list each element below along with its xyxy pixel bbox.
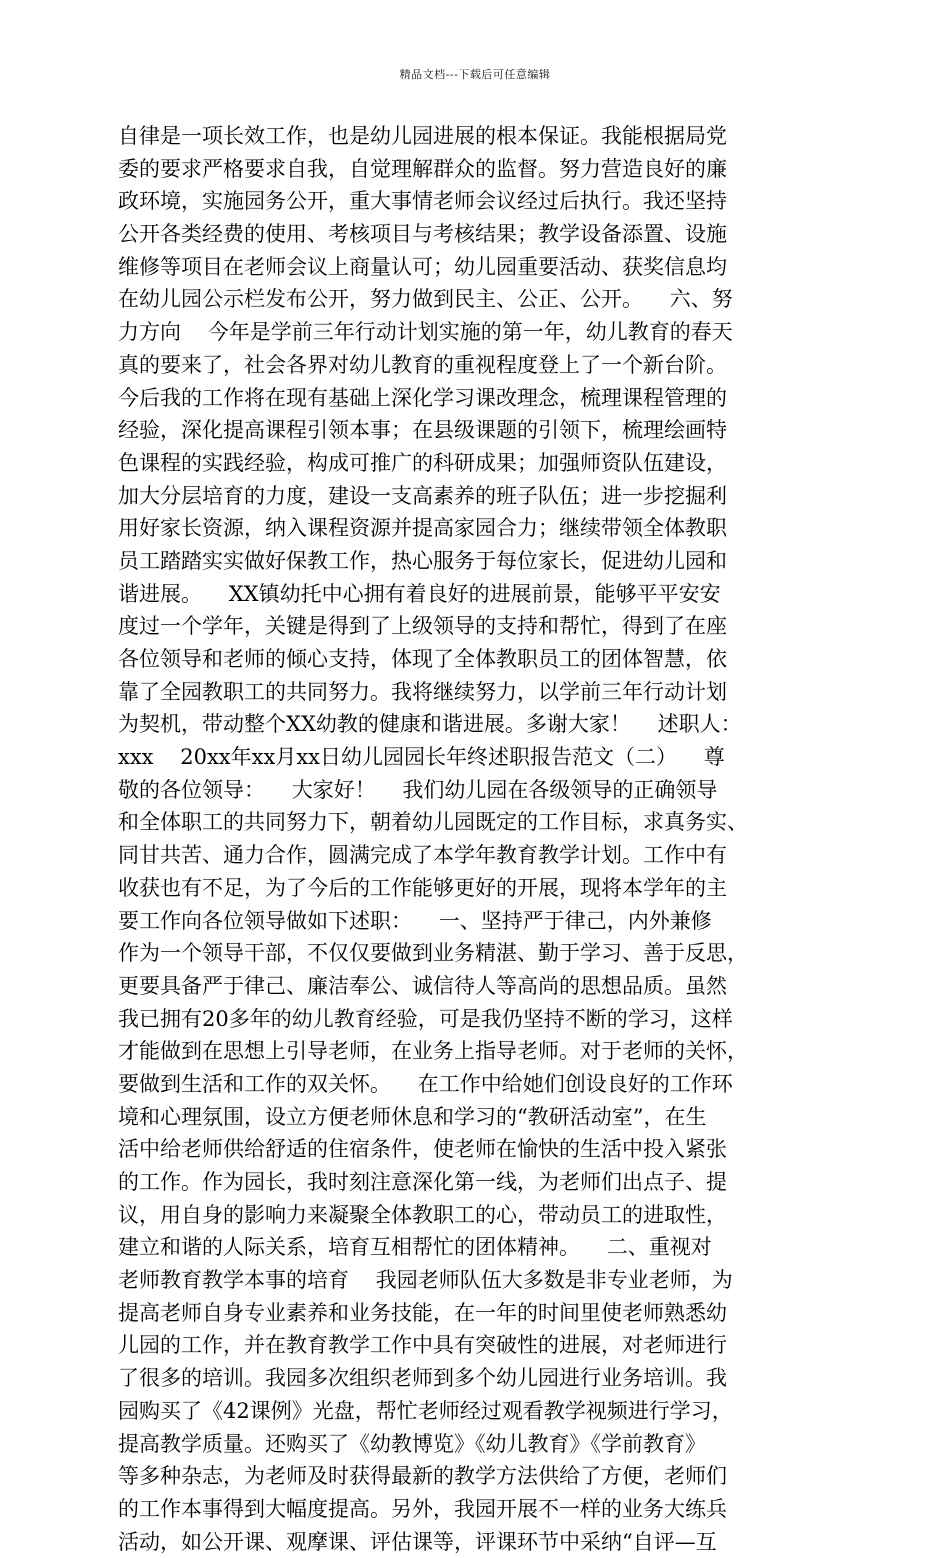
text-line: 才能做到在思想上引导老师，在业务上指导老师。对于老师的关怀， [118, 1039, 748, 1064]
text-line: 委的要求严格要求自我，自觉理解群众的监督。努力营造良好的廉 [118, 156, 727, 181]
text-line: 建立和谐的人际关系，培育互相帮忙的团体精神。 二、重视对 [118, 1235, 712, 1260]
text-line: 活动，如公开课、观摩课、评估课等，评课环节中采纳“自评—互 [118, 1529, 717, 1554]
text-line: 同甘共苦、通力合作，圆满完成了本学年教育教学计划。工作中有 [118, 843, 727, 868]
text-line: 谐进展。 XX镇幼托中心拥有着良好的进展前景，能够平平安安 [118, 581, 721, 606]
text-line: 了很多的培训。我园多次组织老师到多个幼儿园进行业务培训。我 [118, 1366, 727, 1391]
text-line: 靠了全园教职工的共同努力。我将继续努力，以学前三年行动计划 [118, 679, 727, 704]
text-line: 经验，深化提高课程引领本事；在县级课题的引领下，梳理绘画特 [118, 418, 727, 443]
text-line: 今后我的工作将在现有基础上深化学习课改理念，梳理课程管理的 [118, 385, 727, 410]
text-line: 和全体职工的共同努力下，朝着幼儿园既定的工作目标，求真务实、 [118, 810, 748, 835]
text-line: 老师教育教学本事的培育 我园老师队伍大多数是非专业老师，为 [118, 1268, 733, 1293]
text-line: 在幼儿园公示栏发布公开，努力做到民主、公正、公开。 六、努 [118, 287, 733, 312]
text-line: 境和心理氛围，设立方便老师休息和学习的“教研活动室”，在生 [118, 1104, 707, 1129]
text-line: 色课程的实践经验，构成可推广的科研成果；加强师资队伍建设， [118, 450, 727, 475]
text-line: 要做到生活和工作的双关怀。 在工作中给她们创设良好的工作环 [118, 1071, 733, 1096]
text-line: 加大分层培育的力度，建设一支高素养的班子队伍；进一步挖掘利 [118, 483, 727, 508]
text-line: 用好家长资源，纳入课程资源并提高家园合力；继续带领全体教职 [118, 516, 727, 541]
text-line: 提高老师自身专业素养和业务技能，在一年的时间里使老师熟悉幼 [118, 1300, 727, 1325]
text-line: 公开各类经费的使用、考核项目与考核结果；教学设备添置、设施 [118, 222, 727, 247]
text-line: 自律是一项长效工作，也是幼儿园进展的根本保证。我能根据局党 [118, 124, 727, 148]
text-line: 度过一个学年，关键是得到了上级领导的支持和帮忙，得到了在座 [118, 614, 727, 639]
text-line: 要工作向各位领导做如下述职： 一、坚持严于律己，内外兼修 [118, 908, 712, 933]
text-line: 为契机，带动整个XX幼教的健康和谐进展。多谢大家！ 述职人： [118, 712, 742, 737]
text-line: xxx 20xx年xx月xx日幼儿园园长年终述职报告范文（二） 尊 [118, 745, 725, 770]
text-line: 等多种杂志，为老师及时获得最新的教学方法供给了方便，老师们 [118, 1464, 727, 1489]
text-line: 园购买了《42课例》光盘，帮忙老师经过观看教学视频进行学习， [118, 1398, 733, 1423]
text-line: 的工作本事得到大幅度提高。另外，我园开展不一样的业务大练兵 [118, 1496, 727, 1521]
page-header: 精品文档---下载后可任意编辑 [399, 68, 551, 81]
text-line: 维修等项目在老师会议上商量认可；幼儿园重要活动、获奖信息均 [118, 254, 727, 279]
document-body [118, 120, 830, 1558]
text-line: 员工踏踏实实做好保教工作，热心服务于每位家长，促进幼儿园和 [118, 548, 727, 573]
text-line: 的工作。作为园长，我时刻注意深化第一线，为老师们出点子、提 [118, 1170, 727, 1194]
text-line: 收获也有不足，为了今后的工作能够更好的开展，现将本学年的主 [118, 875, 727, 900]
text-line: 力方向 今年是学前三年行动计划实施的第一年，幼儿教育的春天 [118, 320, 733, 345]
text-line: 儿园的工作，并在教育教学工作中具有突破性的进展，对老师进行 [118, 1333, 727, 1358]
text-line: 作为一个领导干部，不仅仅要做到业务精湛、勤于学习、善于反思， [118, 941, 748, 966]
text-line: 议，用自身的影响力来凝聚全体教职工的心，带动员工的进取性， [118, 1202, 727, 1227]
text-line: 政环境，实施园务公开，重大事情老师会议经过后执行。我还坚持 [118, 189, 727, 214]
text-line: 提高教学质量。还购买了《幼教博览》《幼儿教育》《学前教育》 [118, 1431, 706, 1456]
text-line: 我已拥有20多年的幼儿教育经验，可是我仍坚持不断的学习，这样 [118, 1006, 733, 1031]
text-line: 各位领导和老师的倾心支持，体现了全体教职员工的团体智慧，依 [118, 647, 727, 671]
text-line: 真的要来了，社会各界对幼儿教育的重视程度登上了一个新台阶。 [118, 352, 727, 377]
text-line: 活中给老师供给舒适的住宿条件，使老师在愉快的生活中投入紧张 [118, 1137, 727, 1162]
text-line: 更要具备严于律己、廉洁奉公、诚信待人等高尚的思想品质。虽然 [118, 973, 727, 998]
text-line: 敬的各位领导： 大家好！ 我们幼儿园在各级领导的正确领导 [118, 777, 718, 802]
